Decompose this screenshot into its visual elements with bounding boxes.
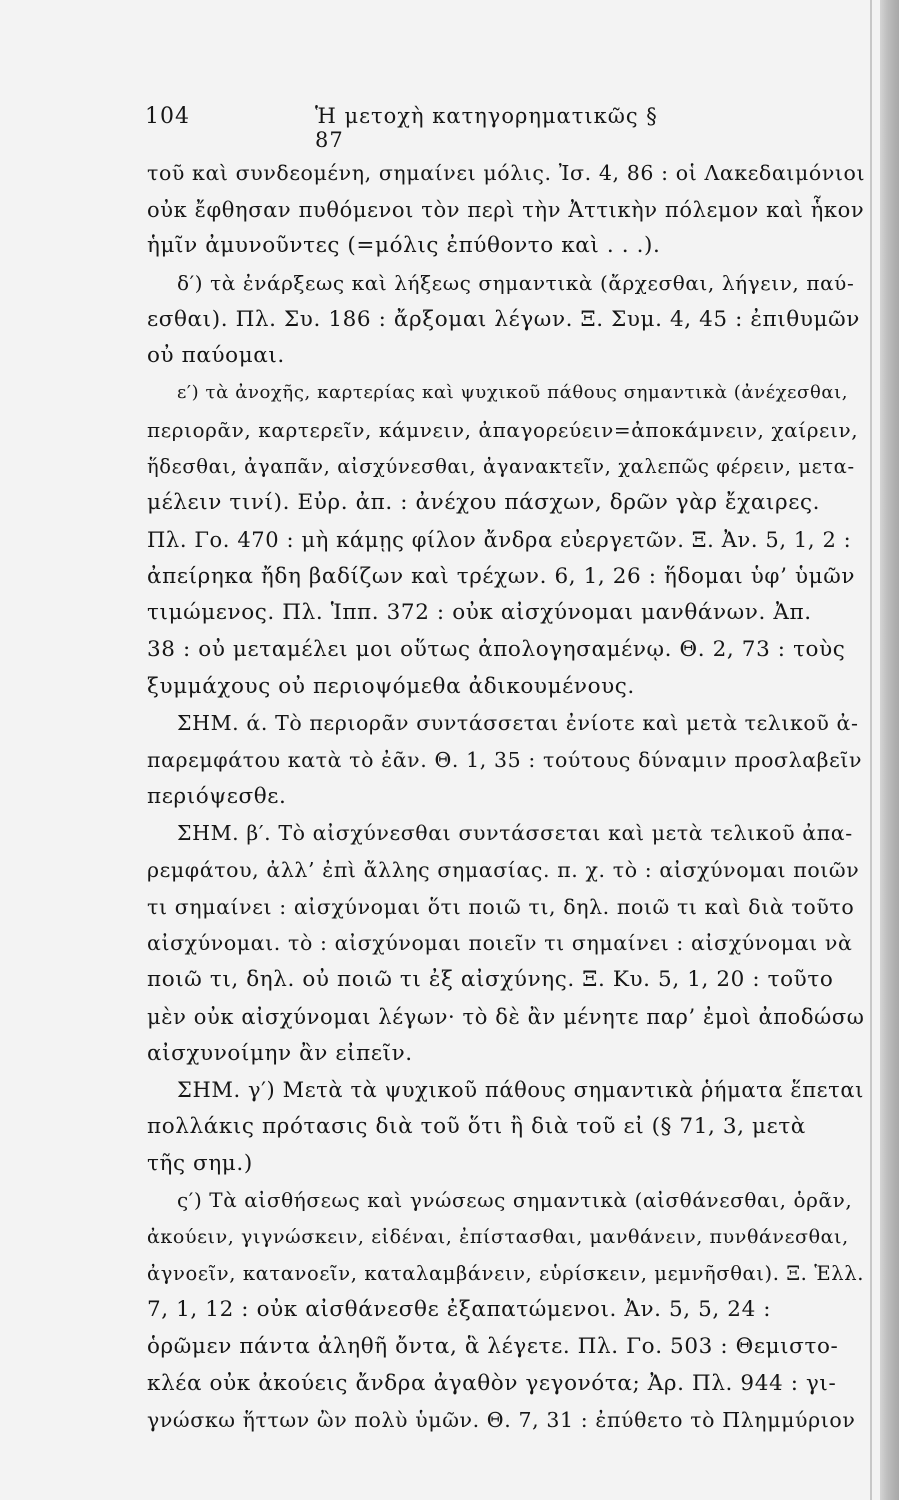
text-line: ρεμφάτου, ἀλλ’ ἐπὶ ἄλλης σημασίας. π. χ. τὸ : αἰσχύνομαι ποιῶν xyxy=(147,858,860,883)
text-line: ἀκούειν, γιγνώσκειν, εἰδέναι, ἐπίστασθαι, μανθάνειν, πυνθάνεσθαι, xyxy=(147,1225,849,1248)
text-line: ἀπείρηκα ἤδη βαδίζων καὶ τρέχων. 6, 1, 26 : ἥδομαι ὑφ’ ὑμῶν xyxy=(147,563,855,589)
page-number: 104 xyxy=(145,104,190,129)
running-title: Ἡ μετοχὴ κατηγορηματικῶς § 87 xyxy=(315,104,658,152)
text-line: γνώσκω ἥττων ὢν πολὺ ὑμῶν. Θ. 7, 31 : ἐπύθετο τὸ Πλημμύριον xyxy=(147,1408,856,1433)
page-edge-line xyxy=(870,0,872,1500)
text-line: περιορᾶν, καρτερεῖν, κάμνειν, ἀπαγορεύειν=ἀποκάμνειν, χαίρειν, xyxy=(147,417,859,442)
text-line: κλέα οὐκ ἀκούεις ἄνδρα ἀγαθὸν γεγονότα; Ἀρ. Πλ. 944 : γι- xyxy=(147,1370,837,1396)
text-line: αἰσχυνοίμην ἂν εἰπεῖν. xyxy=(147,1040,413,1066)
text-line: 38 : οὐ μεταμέλει μοι οὕτως ἀπολογησαμένῳ. Θ. 2, 73 : τοὺς xyxy=(147,636,846,662)
text-line: ἡμῖν ἀμυνοῦντες (=μόλις ἐπύθοντο καὶ . . .). xyxy=(147,233,661,259)
text-line: ς′) Τὰ αἰσθήσεως καὶ γνώσεως σημαντικὰ (αἰσθάνεσθαι, ὁρᾶν, xyxy=(177,1188,853,1213)
text-line: πολλάκις πρότασις διὰ τοῦ ὅτι ἢ διὰ τοῦ εἰ (§ 71, 3, μετὰ xyxy=(147,1113,806,1139)
book-gutter xyxy=(880,0,899,1500)
text-line: ΣΗΜ. β′. Τὸ αἰσχύνεσθαι συντάσσεται καὶ μετὰ τελικοῦ ἀπα- xyxy=(177,821,853,846)
text-line: αἰσχύνομαι. τὸ : αἰσχύνομαι ποιεῖν τι σημαίνει : αἰσχύνομαι νὰ xyxy=(147,931,853,956)
text-line: τι σημαίνει : αἰσχύνομαι ὅτι ποιῶ τι, δηλ. ποιῶ τι καὶ διὰ τοῦτο xyxy=(147,894,855,919)
text-line: ξυμμάχους οὐ περιοψόμεθα ἀδικουμένους. xyxy=(147,673,635,699)
text-line: οὐ παύομαι. xyxy=(147,343,285,369)
body-text xyxy=(147,155,865,1439)
text-line: Πλ. Γο. 470 : μὴ κάμῃς φίλον ἄνδρα εὐεργετῶν. Ξ. Ἀν. 5, 1, 2 : xyxy=(147,527,852,552)
text-line: μὲν οὐκ αἰσχύνομαι λέγων· τὸ δὲ ἂν μένητε παρ’ ἐμοὶ ἀποδώσω xyxy=(147,1004,865,1029)
text-line: ὁρῶμεν πάντα ἀληθῆ ὄντα, ἃ λέγετε. Πλ. Γο. 503 : Θεμιστο- xyxy=(147,1334,839,1359)
text-line: 7, 1, 12 : οὐκ αἰσθάνεσθε ἐξαπατώμενοι. Ἀν. 5, 5, 24 : xyxy=(147,1297,772,1323)
text-line: ποιῶ τι, δηλ. οὐ ποιῶ τι ἐξ αἰσχύνης. Ξ. Κυ. 5, 1, 20 : τοῦτο xyxy=(147,967,834,993)
page-header xyxy=(145,104,685,152)
text-line: περιόψεσθε. xyxy=(147,783,287,809)
text-line: ΣΗΜ. γ′) Μετὰ τὰ ψυχικοῦ πάθους σημαντικὰ ῥήματα ἕπεται xyxy=(177,1078,864,1103)
text-line: ἀγνοεῖν, κατανοεῖν, καταλαμβάνειν, εὑρίσκειν, μεμνῆσθαι). Ξ. Ἑλλ. xyxy=(147,1261,864,1285)
text-line: ε′) τὰ ἀνοχῆς, καρτερίας καὶ ψυχικοῦ πάθους σημαντικὰ (ἀνέχεσθαι, xyxy=(177,382,849,404)
text-line: οὐκ ἔφθησαν πυθόμενοι τὸν περὶ τὴν Ἀττικὴν πόλεμον καὶ ἧκον xyxy=(147,197,865,222)
text-line: τιμώμενος. Πλ. Ἱππ. 372 : οὐκ αἰσχύνομαι μανθάνων. Ἀπ. xyxy=(147,600,812,626)
text-line: παρεμφάτου κατὰ τὸ ἐᾶν. Θ. 1, 35 : τούτους δύναμιν προσλαβεῖν xyxy=(147,748,863,772)
text-line: δ′) τὰ ἐνάρξεως καὶ λήξεως σημαντικὰ (ἄρχεσθαι, λήγειν, παύ- xyxy=(177,271,855,296)
text-line: εσθαι). Πλ. Συ. 186 : ἄρξομαι λέγων. Ξ. Συμ. 4, 45 : ἐπιθυμῶν xyxy=(147,306,860,332)
text-line: ἥδεσθαι, ἀγαπᾶν, αἰσχύνεσθαι, ἀγανακτεῖν, χαλεπῶς φέρειν, μετα- xyxy=(147,454,855,478)
text-line: τοῦ καὶ συνδεομένη, σημαίνει μόλις. Ἰσ. 4, 86 : οἱ Λακεδαιμόνιοι xyxy=(147,161,866,185)
text-line: τῆς σημ.) xyxy=(147,1150,253,1176)
text-line: μέλειν τινί). Εὐρ. ἀπ. : ἀνέχου πάσχων, δρῶν γὰρ ἔχαιρες. xyxy=(147,490,821,516)
text-line: ΣΗΜ. ά. Τὸ περιορᾶν συντάσσεται ἐνίοτε καὶ μετὰ τελικοῦ ἀ- xyxy=(177,711,859,736)
